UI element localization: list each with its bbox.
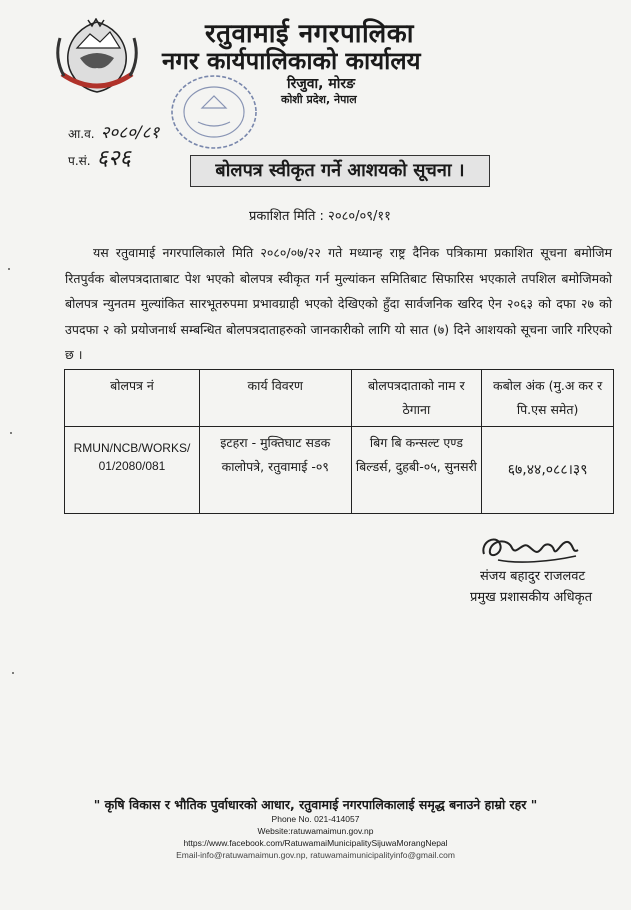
signatory-title: प्रमुख प्रशासकीय अधिकृत [470, 590, 593, 605]
footer-phone: Phone No. 021-414057 [271, 814, 360, 824]
header-bid-number: बोलपत्र नं [65, 370, 200, 427]
header-work-description: कार्य विवरण [199, 370, 351, 427]
header-bidder-name: बोलपत्रदाताको नाम र ठेगाना [351, 370, 482, 427]
handwritten-signature [478, 530, 582, 568]
letter-number-value: ६२६ [96, 146, 131, 171]
office-seal-stamp [168, 72, 260, 152]
footer-motto: " कृषि विकास र भौतिक पुर्वाधारको आधार, रतुवामाई नगरपालिकालाई समृद्ध बनाउने हाम्रो रहर " [93, 797, 538, 812]
scan-speck [10, 432, 12, 434]
cell-bidder-name: बिग बि कन्सल्ट एण्ड बिल्डर्स, दुहबी-०५, सुनसरी [351, 427, 482, 514]
notice-body [65, 240, 612, 368]
published-date: प्रकाशित मिति : २०८०/०९/११ [249, 209, 391, 224]
signatory-name: संजय बहादुर राजलवट [480, 569, 586, 584]
office-name: नगर कार्यपालिकाको कार्यालय [162, 47, 421, 75]
letter-number [68, 142, 131, 172]
notice-body-text: यस रतुवामाई नगरपालिकाले मिति २०८०/०७/२२ गते मध्यान्ह राष्ट्र दैनिक पत्रिकामा प्रकाशित सूचना बमोजिम रितपुर्वक बोलपत्रदाताबाट पेश भएको बोलपत्र स्वीकृत गर्न मुल्यांकन समितिबाट सिफारिस भएकाले तपशिल बमोजिमको बोलपत्र न्युनतम मुल्यांकित सारभूतरुपमा प्रभावग्राही भएको देखिएको हुँदा सार्वजनिक खरिद ऐन २०६३ को दफा २७ को उपदफा २ को प्रयोजनार्थ सम्बन्धित बोलपत्रदाताहरुको जानकारीको लागि यो सात (७) दिने आशयको सूचना जारि गरिएको छ । [65, 245, 612, 362]
header-bid-amount: कबोल अंक (मु.अ कर र पि.एस समेत) [482, 370, 614, 427]
fiscal-year-value: २०८०/८१ [100, 123, 160, 143]
fiscal-year [68, 120, 159, 143]
nepal-emblem-logo [52, 18, 142, 96]
footer-website: Website:ratuwamaimun.gov.np [257, 826, 374, 836]
fiscal-year-label: आ.व. [68, 127, 95, 141]
footer-facebook: https://www.facebook.com/RatuwamaiMunicipalitySijuwaMorangNepal [183, 838, 448, 848]
cell-bid-amount: ६७,४४,०८८।३९ [482, 427, 614, 514]
bid-table-header-row [65, 370, 614, 427]
municipality-name: रतुवामाई नगरपालिका [205, 19, 415, 49]
office-province: कोशी प्रदेश, नेपाल [281, 93, 357, 106]
scan-speck [8, 268, 10, 270]
office-location: रिजुवा, मोरङ [287, 76, 355, 92]
letter-number-label: प.सं. [68, 154, 91, 168]
cell-work-description: इटहरा - मुक्तिघाट सडक कालोपत्रे, रतुवामाई -०९ [199, 427, 351, 514]
bid-table [64, 369, 614, 514]
notice-title: बोलपत्र स्वीकृत गर्ने आशयको सूचना । [190, 155, 490, 187]
table-row [65, 427, 614, 514]
scan-speck [12, 672, 14, 674]
footer-email: Email-info@ratuwamaimun.gov.np, ratuwamaimunicipalityinfo@gmail.com [176, 850, 455, 860]
cell-bid-number: RMUN/NCB/WORKS/ 01/2080/081 [65, 427, 200, 514]
